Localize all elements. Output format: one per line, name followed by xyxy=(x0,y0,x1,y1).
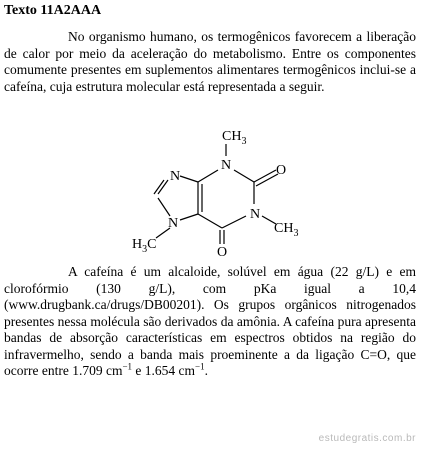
text-title: Texto 11A2AAA xyxy=(4,3,102,18)
left-methyl-label: $H_3C$ xyxy=(132,237,157,255)
watermark: estudegratis.com.br xyxy=(318,433,416,444)
caffeine-paragraph: A cafeína é um alcaloide, solúvel em água (22 g/L) e em clorofórmio (130 g/L), com pKa igual a 10,4 (www.drugbank.ca/drugs/DB00201). Os grupos orgânicos nitrogenados presentes nessa molécula são derivados da amônia. A cafeína pura apresenta bandas de absorção características em espectros obtidos na região do infravermelho, sendo a banda mais proeminente a da ligação C=O, que ocorre entre 1.709 $cm^{-1}$ e 1.654 $cm^{-1}$. xyxy=(4,264,416,378)
n7-label: N xyxy=(168,216,179,231)
intro-paragraph: No organismo humano, os termogênicos favorecem a liberação de calor por meio da aceleração do metabolismo. Entre os componentes comumente presentes em suplementos alimentares termogênicos inclui-se a cafeína, cuja estrutura molecular está representada a seguir. xyxy=(4,29,416,94)
right-methyl-label: $CH_3$ xyxy=(274,221,299,239)
n3-label: N xyxy=(250,207,261,222)
top-methyl-label: $CH_3$ xyxy=(222,129,247,147)
o-upper-label: O xyxy=(276,163,287,178)
caffeine-structure xyxy=(118,124,308,258)
n9-label: N xyxy=(170,169,181,184)
o-lower-label: O xyxy=(217,245,228,258)
n1-label: N xyxy=(221,158,232,173)
